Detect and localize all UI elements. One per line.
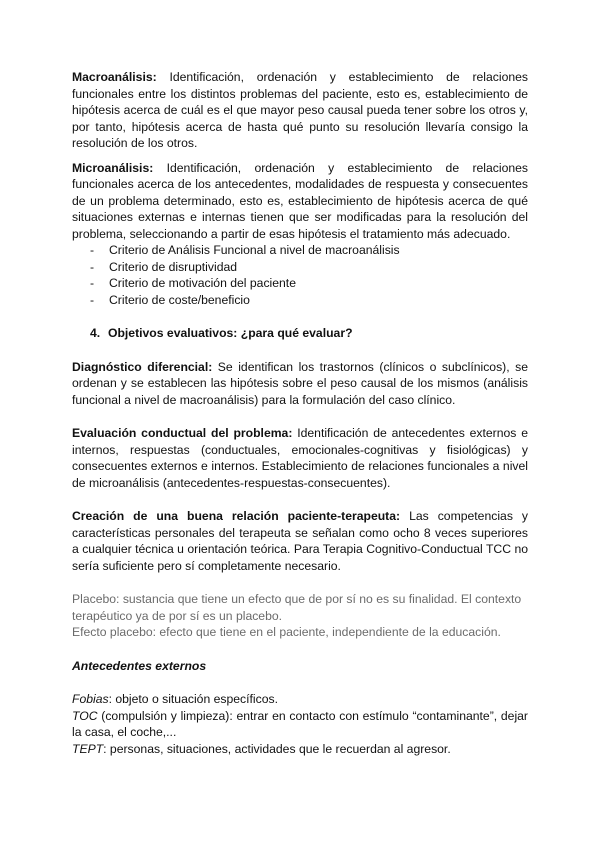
macroanalisis-paragraph [72, 69, 528, 152]
tept-text: : personas, situaciones, actividades que le recuerdan al agresor. [103, 741, 451, 756]
efecto-placebo-definition: Efecto placebo: efecto que tiene en el paciente, independiente de la educación. [72, 625, 501, 639]
list-item [72, 275, 528, 292]
section-title: Objetivos evaluativos: ¿para qué evaluar? [108, 326, 353, 340]
macroanalisis-text: Identificación, ordenación y establecimiento de relaciones funcionales entre los distintos problemas del paciente, esto es, establecimiento de hipótesis acerca de cuál es el que mayor peso causal pueda tener sobre los otros y, por tanto, hipótesis acerca de hasta qué punto su resolución llevaría consigo la resolución de los otros. [72, 70, 528, 150]
tept-term: TEPT [72, 741, 104, 756]
criteria-list [72, 242, 528, 308]
list-item [72, 242, 528, 259]
antecedentes-heading: Antecedentes externos [72, 658, 207, 673]
toc-term: TOC [72, 708, 98, 723]
placebo-definition: Placebo: sustancia que tiene un efecto que de por sí no es su finalidad. El contexto terapéutico ya de por sí es un placebo. [72, 592, 522, 623]
list-item [72, 292, 528, 309]
criterion-label: Criterio de disruptividad [109, 259, 238, 274]
fobias-line [72, 691, 528, 708]
relacion-paragraph [72, 508, 528, 574]
toc-line [72, 708, 528, 741]
criterion-label: Criterio de motivación del paciente [109, 276, 296, 290]
microanalisis-term: Microanálisis: [72, 160, 154, 175]
toc-text: (compulsión y limpieza): entrar en contacto con estímulo “contaminante”, dejar la casa, el coche,... [72, 708, 528, 739]
evaluacion-paragraph [72, 425, 528, 491]
dash-bullet: - [90, 243, 95, 257]
diagnostico-paragraph [72, 359, 528, 409]
diagnostico-term: Diagnóstico diferencial: [72, 359, 213, 374]
fobias-term: Fobias [72, 692, 109, 706]
section-heading [72, 325, 528, 342]
relacion-text: Las competencias y características personales del terapeuta se señalan como ocho 8 veces superiores a cualquier técnica u orientación teórica. Para Terapia Cognitivo-Conductual TCC no sería suficiente pero sí completamente necesario. [72, 509, 528, 573]
document-body [72, 69, 528, 757]
microanalisis-paragraph [72, 160, 528, 243]
microanalisis-text: Identificación, ordenación y establecimiento de relaciones funcionales acerca de los antecedentes, modalidades de respuesta y consecuentes de un problema determinado, esto es, establecimiento de hipótesis acerca de qué situaciones externas e internas tienen que ser modificadas para la resolución del problema, seleccionando a partir de esas hipótesis el tratamiento más adecuado. [72, 160, 528, 241]
evaluacion-text: Identificación de antecedentes externos e internos, respuestas (conductuales, emocionales-cognitivas y fisiológicas) y consecuentes externos e internos. Establecimiento de relaciones funcionales a nivel de microanálisis (antecedentes-respuestas-consecuentes). [72, 426, 528, 490]
criterion-label: Criterio de Análisis Funcional a nivel de macroanálisis [109, 243, 400, 257]
evaluacion-term: Evaluación conductual del problema: [72, 426, 293, 440]
dash-bullet: - [90, 259, 95, 274]
list-item [72, 259, 528, 276]
macroanalisis-term: Macroanálisis: [72, 70, 157, 84]
relacion-term: Creación de una buena relación paciente-terapeuta: [72, 509, 401, 523]
criterion-label: Criterio de coste/beneficio [109, 292, 250, 307]
dash-bullet: - [90, 292, 95, 307]
fobias-text: : objeto o situación específicos. [108, 692, 278, 706]
dash-bullet: - [90, 276, 95, 290]
diagnostico-text: Se identifican los trastornos (clínicos o subclínicos), se ordenan y se establecen las hipótesis sobre el peso causal de los mismos (análisis funcional a nivel de macroanálisis) para la formulación del caso clínico. [72, 359, 528, 407]
tept-line [72, 741, 528, 758]
section-number: 4. [90, 326, 101, 340]
